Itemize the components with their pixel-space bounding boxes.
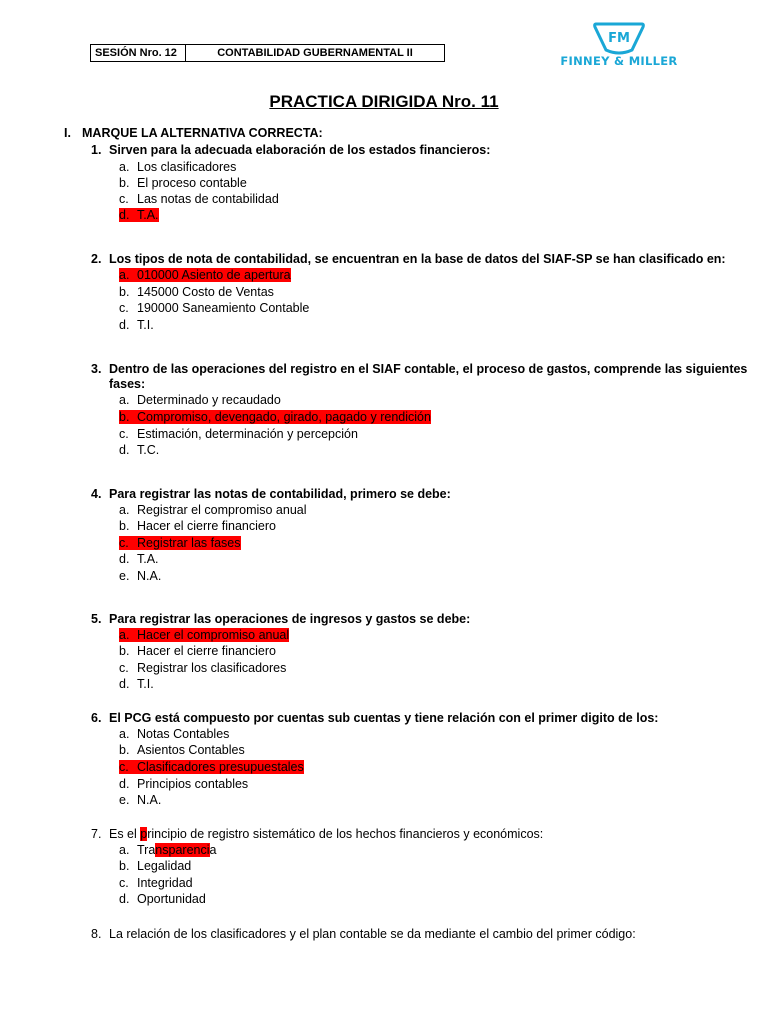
logo-initials: FM — [608, 31, 630, 46]
q5-option-a-answer: a. Hacer el compromiso anual — [119, 628, 290, 642]
question-5: 5. Para registrar las operaciones de ingresos y gastos se debe: — [91, 612, 471, 626]
q4-option-e: e. N.A. — [119, 569, 162, 583]
page-title: PRACTICA DIRIGIDA Nro. 11 — [269, 92, 499, 111]
course-cell: CONTABILIDAD GUBERNAMENTAL II — [186, 45, 445, 62]
question-8: 8. La relación de los clasificadores y el plan contable se da mediante el cambio del primer código: — [91, 927, 636, 941]
section-heading: I. MARQUE LA ALTERNATIVA CORRECTA: — [64, 126, 323, 140]
header-table — [90, 44, 445, 62]
question-3: 3. Dentro de las operaciones del registro en el SIAF contable, el proceso de gastos, comprende las siguientes — [91, 362, 748, 376]
q3-option-b-answer: b. Compromiso, devengado, girado, pagado y rendición — [119, 410, 431, 424]
q4-option-c-answer: c. Registrar las fases — [119, 536, 241, 550]
q3-option-c: c. Estimación, determinación y percepción — [119, 427, 358, 441]
q6-option-c-answer: c. Clasificadores presupuestales — [119, 760, 304, 774]
company-logo — [552, 20, 686, 72]
logo-name: FINNEY & MILLER — [560, 54, 678, 68]
q7-option-d: d. Oportunidad — [119, 892, 206, 906]
q5-option-b: b. Hacer el cierre financiero — [119, 644, 276, 658]
q4-option-d: d. T.A. — [119, 552, 159, 566]
question-7: 7. Es el principio de registro sistemático de los hechos financieros y económicos: — [91, 827, 544, 841]
question-1: 1. Sirven para la adecuada elaboración de los estados financieros: — [91, 143, 491, 157]
q5-option-d: d. T.I. — [119, 677, 154, 691]
q2-option-c: c. 190000 Saneamiento Contable — [119, 301, 310, 315]
q7-option-a-answer: a. Transparencia — [119, 843, 217, 857]
q6-option-e: e. N.A. — [119, 793, 162, 807]
q6-option-d: d. Principios contables — [119, 777, 249, 791]
q3-option-a: a. Determinado y recaudado — [119, 393, 281, 407]
q3-option-d: d. T.C. — [119, 443, 160, 457]
question-6: 6. El PCG está compuesto por cuentas sub cuentas y tiene relación con el primer digito de los: — [91, 711, 659, 725]
q6-option-a: a. Notas Contables — [119, 727, 230, 741]
question-2: 2. Los tipos de nota de contabilidad, se encuentran en la base de datos del SIAF-SP se han clasificado en: — [91, 252, 726, 266]
q2-option-a-answer: a. 010000 Asiento de apertura — [119, 268, 291, 282]
q1-option-c: c. Las notas de contabilidad — [119, 192, 279, 206]
q4-option-a: a. Registrar el compromiso anual — [119, 503, 307, 517]
q1-option-d-answer: d. T.A. — [119, 208, 159, 222]
q4-option-b: b. Hacer el cierre financiero — [119, 519, 276, 533]
q5-option-c: c. Registrar los clasificadores — [119, 661, 287, 675]
q1-option-a: a. Los clasificadores — [119, 160, 237, 174]
q7-option-b: b. Legalidad — [119, 859, 192, 873]
question-3-continuation: fases: — [109, 377, 146, 391]
q6-option-b: b. Asientos Contables — [119, 743, 245, 757]
q1-option-b: b. El proceso contable — [119, 176, 247, 190]
logo-emblem-icon — [552, 20, 686, 56]
q2-option-d: d. T.I. — [119, 318, 154, 332]
q7-option-c: c. Integridad — [119, 876, 193, 890]
session-cell: SESIÓN Nro. 12 — [91, 45, 186, 62]
q2-option-b: b. 145000 Costo de Ventas — [119, 285, 274, 299]
question-4: 4. Para registrar las notas de contabilidad, primero se debe: — [91, 487, 451, 501]
